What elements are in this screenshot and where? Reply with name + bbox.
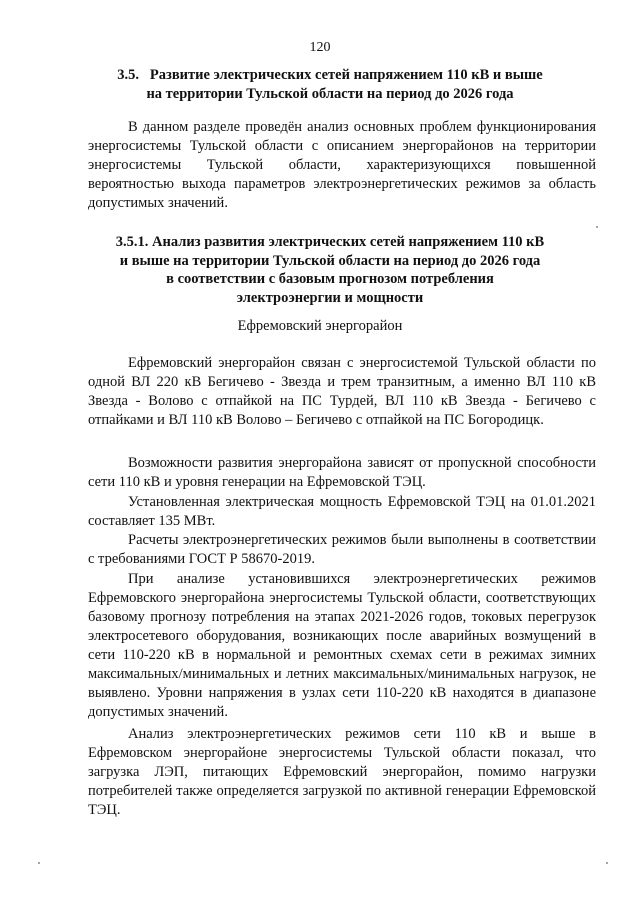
subsection-heading-line: электроэнергии и мощности bbox=[236, 289, 424, 306]
body-paragraph: Расчеты электроэнергетических режимов были выполнены в соответствии с требованиями ГОСТ Р 58670-2019. bbox=[88, 532, 596, 567]
scan-speck bbox=[606, 862, 608, 864]
section-heading-line: на территории Тульской области на период до 2026 года bbox=[146, 85, 514, 102]
scan-speck bbox=[596, 226, 598, 228]
body-paragraph: Анализ электроэнергетических режимов сети 110 кВ и выше в Ефремовском энергорайоне энергосистемы Тульской области показал, что загрузка ЛЭП, питающих Ефремовский энергорайон, помимо нагрузки потребителей также определяется загрузкой по активной генерации Ефремовской ТЭЦ. bbox=[88, 726, 596, 818]
subsection-heading-line: и выше на территории Тульской области на период до 2026 года bbox=[119, 252, 541, 269]
section-heading-line: 3.5. Развитие электрических сетей напряжением 110 кВ и выше bbox=[117, 67, 543, 83]
page-number: 120 bbox=[309, 40, 331, 55]
subsection-heading-line: в соответствии с базовым прогнозом потребления bbox=[166, 271, 494, 287]
section-heading-3-5 bbox=[100, 66, 560, 103]
body-paragraph: Ефремовский энергорайон связан с энергосистемой Тульской области по одной ВЛ 220 кВ Бегичево - Звезда и трем транзитным, а именно ВЛ 110 кВ Звезда - Волово с отпайкой на ПС Турдей, ВЛ 110 кВ Звезда - Бегичево с отпайками и ВЛ 110 кВ Волово – Бегичево с отпайкой на ПС Богородицк. bbox=[88, 355, 596, 428]
energy-district-subtitle: Ефремовский энергорайон bbox=[237, 318, 403, 334]
body-paragraph: При анализе установившихся электроэнергетических режимов Ефремовского энергорайона энергосистемы Тульской области, соответствующих базовому прогнозу потребления на этапах 2021-2026 годов, токовых перегрузок электросетевого оборудования, возникающих после аварийных возмущений в сети 110-220 кВ в нормальной и ремонтных схемах сети в режимах зимних максимальных/минимальных и летних максимальных/минимальных нагрузок, не выявлено. Уровни напряжения в узлах сети 110-220 кВ находятся в диапазоне допустимых значений. bbox=[88, 571, 596, 720]
scan-speck bbox=[38, 862, 40, 864]
subsection-heading-line: 3.5.1. Анализ развития электрических сетей напряжением 110 кВ bbox=[115, 234, 545, 250]
intro-paragraph: В данном разделе проведён анализ основных проблем функционирования энергосистемы Тульской области с описанием энергорайонов на территории энергосистемы Тульской области, характеризующихся повышенной вероятностью выхода параметров электроэнергетических режимов за область допустимых значений. bbox=[88, 119, 596, 211]
subsection-heading-3-5-1 bbox=[100, 233, 560, 307]
body-paragraph: Возможности развития энергорайона зависят от пропускной способности сети 110 кВ и уровня генерации на Ефремовской ТЭЦ. bbox=[88, 455, 596, 490]
body-paragraph: Установленная электрическая мощность Ефремовской ТЭЦ на 01.01.2021 составляет 135 МВт. bbox=[88, 494, 596, 529]
